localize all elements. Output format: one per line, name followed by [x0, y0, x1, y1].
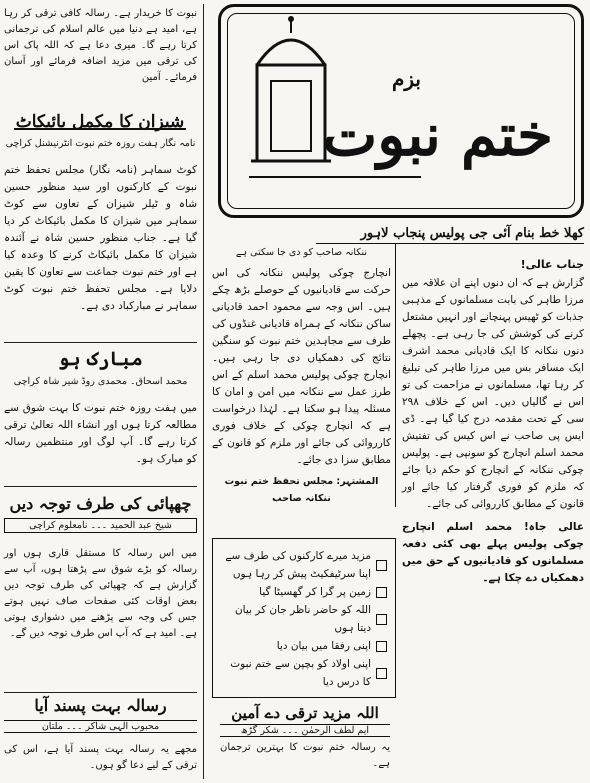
letters-column — [4, 4, 204, 779]
article-2-byline: محمد اسحاق۔ محمدی روڈ شیر شاہ کراچی — [13, 376, 188, 387]
middle-column — [212, 244, 396, 507]
masthead-title: ختم نبوت — [322, 101, 553, 169]
checklist-item: مزید میرے کارکنوں کی طرف سے اپنا سرٹیفکیٹ پیش کر رہا ہوں — [221, 547, 387, 583]
bottom-article — [220, 704, 390, 772]
letter-closing: عالی جاہ! محمد اسلم انچارج چوکی پولیس پہلے بھی کئی دفعہ مسلمانوں کو قادیانیوں کے حق میں دھمکیاں دے چکا ہے۔ — [402, 521, 584, 584]
letter-body: گزارش ہے کہ ان دنوں اپنے ان علاقہ میں مرزا طاہر کی بابت مسلمانوں کے مذہبی جذبات کو ٹھیس پہنچانے اور انہیں مشتعل کرنے کی کوشش کی جا رہی ہے۔ پچھلے دنوں ننکانہ کا ایک قادیانی محمد اشرف ایک مسافر بس میں مرزا طاہر کی تبلیغ کر رہا تھا، مسلمانوں نے مزاحمت کی تو اس نے گالیاں دیں۔ اس کے خلاف ۲۹۸ سی کے تحت مقدمہ درج کیا گیا ہے۔ ڈی ایس پی صاحب نے اس کیس کی تفتیش محمد اسلم انچارج کو سونپی ہے۔ پولیس چوکی ننکانہ کے انچارج کو حکم دیا جائے کہ ملزم کو فوری گرفتار کیا جائے اور قانون کے مطابق کارروائی کی جائے۔ — [402, 277, 584, 510]
middle-body: انچارج چوکی پولیس ننکانہ کی اس حرکت سے قادیانیوں کے حوصلے بڑھ چکے ہیں۔ اس وجہ سے محمود احمد قادیانی ساکن ننکانہ کے ہمراہ قادیانی غنڈوں کی طرف سے مجاہدین ختم نبوت کو سنگین نتائج کی دھمکیاں دی جا رہی ہیں۔ انچارج چوکی پولیس محمد اسلم کے اس طرز عمل سے ننکانہ میں امن و امان کا مسئلہ پیدا ہو سکتا ہے۔ لہٰذا درخواست ہے کہ انچارج چوکی کے خلاف فوری کارروائی کی جائے اور ملزم کو قانون کے مطابق سزا دی جائے۔ — [212, 267, 391, 466]
checklist-item: اپنی رفقا میں بیان دیا — [221, 637, 387, 655]
affidavit-box — [212, 538, 396, 698]
checkbox-icon — [376, 560, 387, 571]
divider — [4, 486, 197, 487]
letter-address — [316, 226, 584, 241]
divider — [4, 692, 197, 693]
masthead-logo — [218, 4, 584, 218]
masthead-prefix: بزم — [392, 67, 421, 91]
checkbox-icon — [376, 641, 387, 652]
letter-address-text: کھلا خط بنام آئی جی پولیس پنجاب لاہور — [360, 226, 584, 241]
bottom-title: اللہ مزید ترقی دے آمین — [231, 704, 379, 722]
article-3-body: میں اس رسالہ کا مستقل قاری ہوں اور رسالہ کو بڑے شوق سے پڑھتا ہوں، آپ سے گزارش ہے کہ چھپائی کی طرف توجہ دیں بعض اوقات کئی صفحات صاف نہیں ہوتے جس کی وجہ سے پڑھنے میں دشواری ہوتی ہے۔ امید ہے کہ آپ اس طرف توجہ دیں گے۔ — [4, 548, 197, 639]
article-2-title: مبارک ہو — [58, 348, 143, 370]
article-1-byline: نامہ نگار ہفت روزہ ختم نبوت انٹرنیشنل کراچی — [5, 138, 196, 149]
article-1-body: کوٹ سماہر (نامہ نگار) مجلس تحفظ ختم نبوت کے کارکنوں اور سید منظور حسین شاہ و ٹیلر شیزان کے تعاون سے کوٹ سماہر میں شیزان کا مکمل بائیکاٹ کر دیا گیا ہے۔ جناب منظور حسین شاہ نے آئندہ شیزان کا مکمل بائیکاٹ کرنے کا وعدہ کیا ہے اور ختم نبوت جماعت سے تعاون کا یقین دلایا ہے۔ مجلس تحفظ ختم نبوت کوٹ سماہر نے مبارکباد دی ہے۔ — [4, 164, 197, 312]
checklist-item: اللہ کو حاضر ناظر جان کر بیان دیتا ہوں — [221, 601, 387, 637]
article-1-title: شیزان کا مکمل بائیکاٹ — [15, 112, 185, 132]
article-3-title: چھپائی کی طرف توجہ دیں — [9, 494, 192, 513]
checklist-item: اپنی اولاد کو بچپن سے ختم نبوت کا درس دیا — [221, 655, 387, 691]
article-1-title-banner — [14, 112, 186, 134]
checkbox-icon — [376, 614, 387, 625]
article-4-body: مجھے یہ رسالہ بہت پسند آیا ہے، اس کی ترقی کے لیے دعا گو ہوں۔ — [4, 744, 197, 771]
middle-signature: المشتہر: مجلس تحفظ ختم نبوت ننکانہ صاحب — [224, 476, 379, 504]
checklist-item: زمین پر گرا کر گھسیٹا گیا — [221, 583, 387, 601]
article-3-byline: شیخ عبد الحمید ۔۔۔ نامعلوم کراچی — [4, 518, 197, 533]
intro-paragraph: نبوت کا خریدار ہے۔ رسالہ کافی ترقی کر رہا ہے، امید ہے دنیا میں عالم اسلام کی ترجمانی کرتا رہے گا۔ میری دعا ہے کہ اللہ پاک اس کی ترقی میں مزید اضافہ فرمائے اور آسان فرمائے۔ آمین — [4, 8, 197, 83]
middle-note: ننکانہ صاحب کو دی جا سکتی ہے — [235, 247, 368, 258]
article-4-byline: محبوب الہی شاکر ۔۔۔ ملتان — [4, 720, 197, 733]
article-4-title: رسالہ بہت پسند آیا — [34, 696, 167, 715]
bottom-byline: ایم لطف الرحمٰن ۔۔۔ شکر گڑھ — [220, 724, 390, 737]
checkbox-icon — [376, 587, 387, 598]
bottom-body: یہ رسالہ ختم نبوت کا بہترین ترجمان ہے۔ — [220, 742, 390, 769]
checkbox-icon — [376, 668, 387, 679]
magazine-page — [4, 4, 586, 779]
letter-salutation: جناب عالی! — [520, 258, 584, 271]
article-2-body: میں ہفت روزہ ختم نبوت کا بہت شوق سے مطالعہ کرتا ہوں اور انشاء اللہ تعالیٰ ترقی کرتا رہے گا۔ آپ لوگ اور منتظمین رسالہ کو مبارک ہو۔ — [4, 402, 197, 465]
divider — [4, 342, 197, 343]
letter-column — [402, 256, 584, 587]
